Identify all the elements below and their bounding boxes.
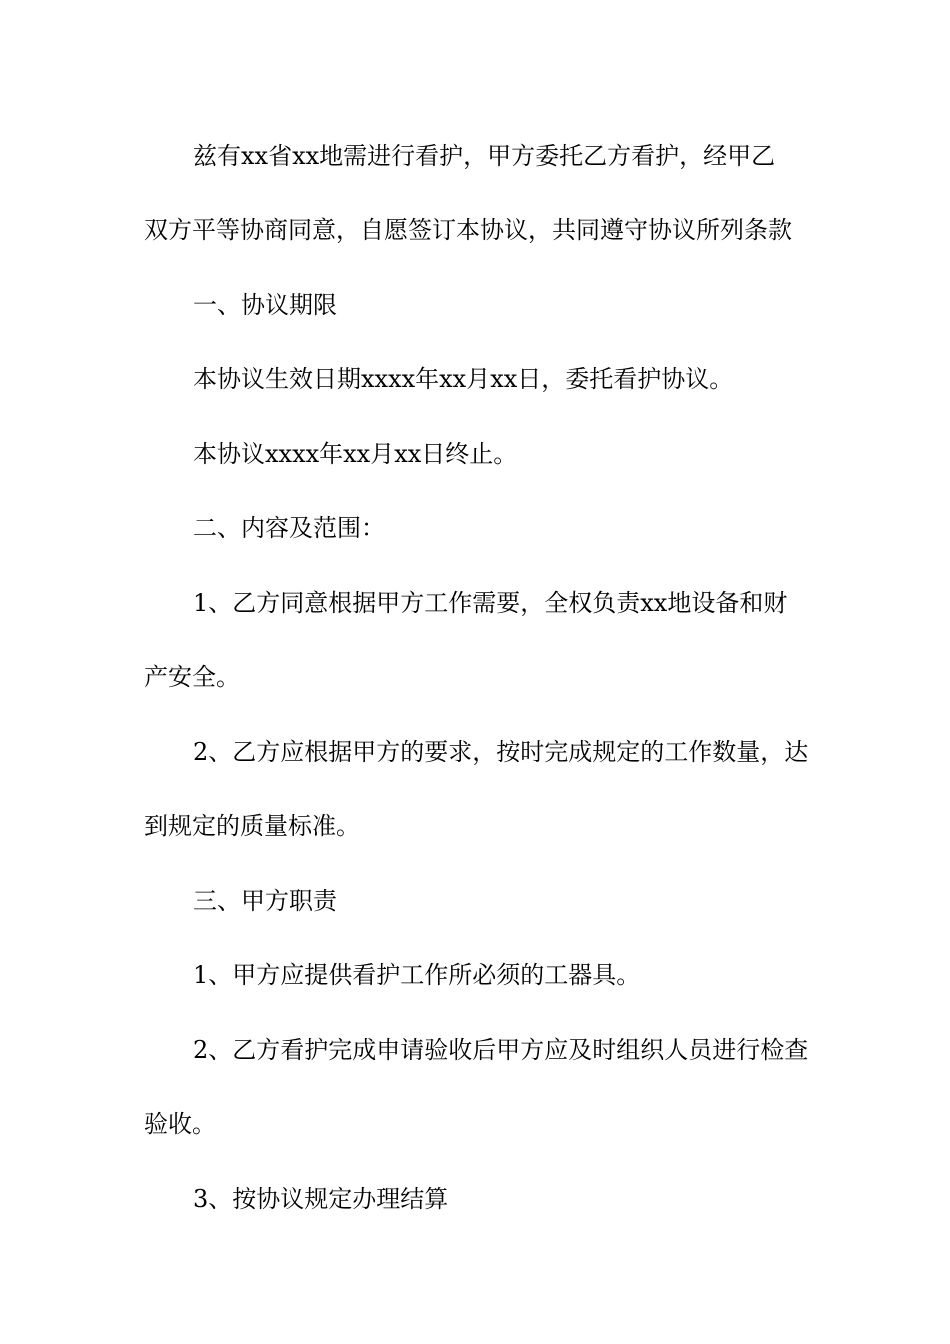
party-a-item-1: 1、甲方应提供看护工作所必须的工器具。	[193, 961, 641, 989]
party-a-item-2-line-1: 2、乙方看护完成申请验收后甲方应及时组织人员进行检查	[193, 1036, 809, 1064]
section-heading-party-a: 三、甲方职责	[193, 887, 337, 915]
scope-item-1-line-1: 1、乙方同意根据甲方工作需要，全权负责xx地设备和财	[193, 589, 788, 617]
term-end-line: 本协议xxxx年xx月xx日终止。	[193, 440, 518, 468]
paragraph-intro-line-1: 兹有xx省xx地需进行看护，甲方委托乙方看护，经甲乙	[193, 142, 776, 170]
section-heading-scope: 二、内容及范围：	[193, 514, 385, 542]
scope-item-2-line-2: 到规定的质量标准。	[144, 812, 360, 840]
section-heading-term: 一、协议期限	[193, 291, 337, 319]
scope-item-1-line-2: 产安全。	[144, 663, 240, 691]
party-a-item-3: 3、按协议规定办理结算	[193, 1185, 449, 1213]
party-a-item-2-line-2: 验收。	[144, 1110, 216, 1138]
term-start-line: 本协议生效日期xxxx年xx月xx日，委托看护协议。	[193, 365, 734, 393]
scope-item-2-line-1: 2、乙方应根据甲方的要求，按时完成规定的工作数量，达	[193, 738, 809, 766]
paragraph-intro-line-2: 双方平等协商同意，自愿签订本协议，共同遵守协议所列条款	[144, 216, 792, 244]
